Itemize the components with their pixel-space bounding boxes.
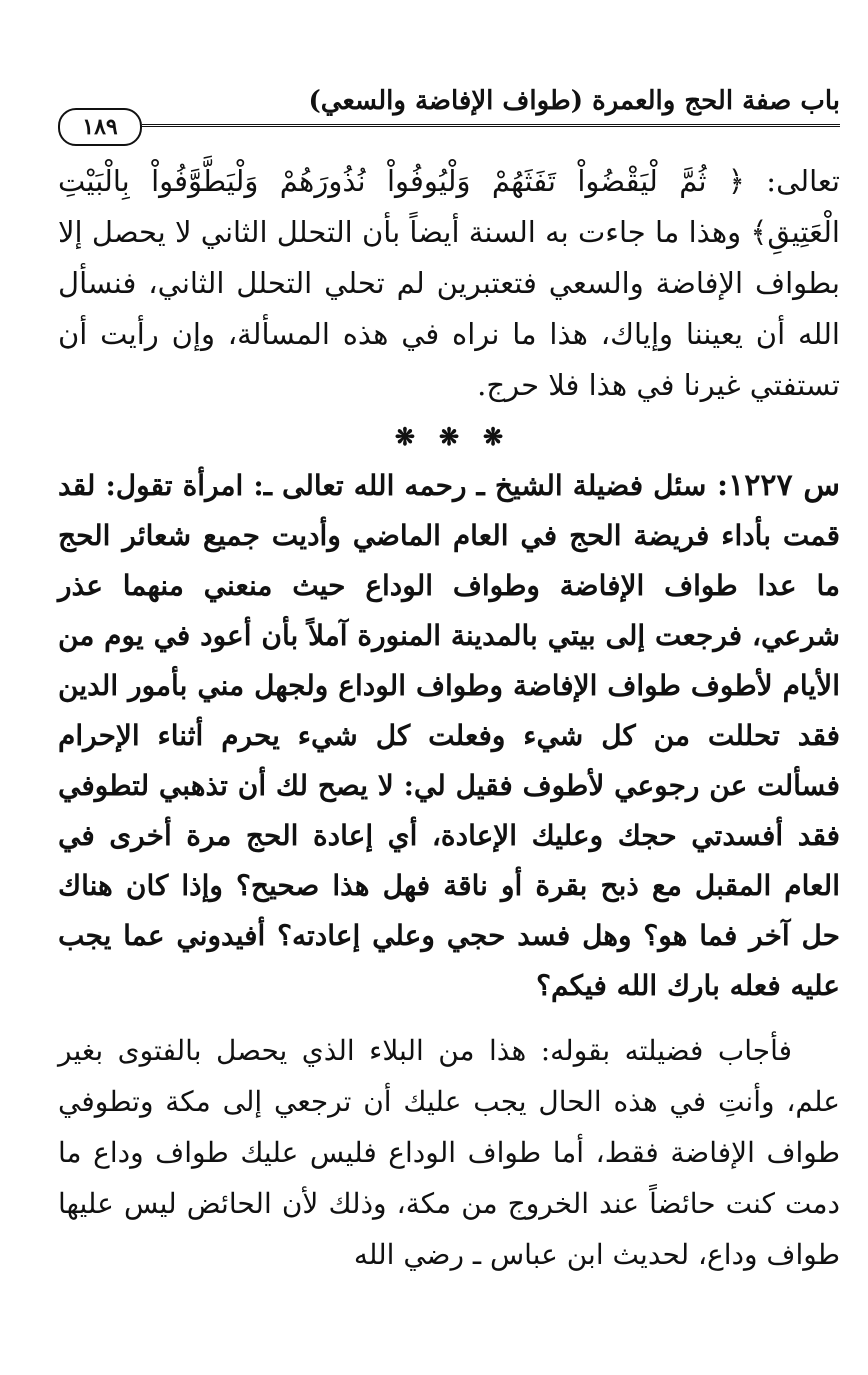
separator-star-icon: ❋ — [438, 422, 460, 451]
paragraph-lead: تعالى: — [744, 164, 840, 198]
paragraph-continuation — [58, 156, 840, 411]
answer-lead: فأجاب فضيلته بقوله: — [526, 1034, 792, 1067]
answer-text: هذا من البلاء الذي يحصل بالفتوى بغير علم، وأنتِ في هذه الحال يجب عليك أن ترجعي إلى مكة وتطوفي طواف الإفاضة فقط، أما طواف الوداع فليس عليك طواف وداع ما دمت كنت حائضاً عند الخروج من مكة، وذلك لأن الحائض ليس عليها طواف وداع، لحديث ابن عباس ـ رضي الله — [58, 1034, 840, 1271]
page-number: ١٨٩ — [58, 108, 142, 146]
question-paragraph — [58, 461, 840, 1011]
section-separator — [58, 417, 840, 457]
separator-star-icon: ❋ — [483, 422, 504, 451]
quran-verse: ﴿ ثُمَّ لْيَقْضُواْ تَفَثَهُمْ وَلْيُوفُواْ نُذُورَهُمْ وَلْيَطَّوَّفُواْ بِالْبَيْتِ الْعَتِيقِ﴾ — [58, 164, 840, 249]
separator-star-icon: ❋ — [394, 422, 415, 451]
answer-paragraph — [58, 1025, 840, 1280]
header-divider — [142, 124, 840, 127]
chapter-title: باب صفة الحج والعمرة (طواف الإفاضة والسعي) — [308, 86, 840, 116]
question-text: سئل فضيلة الشيخ ـ رحمه الله تعالى ـ: امرأة تقول: لقد قمت بأداء فريضة الحج في العام الماضي وأديت جميع شعائر الحج ما عدا طواف الإفاضة وطواف الوداع حيث منعني منهما عذر شرعي، فرجعت إلى بيتي بالمدينة المنورة آملاً بأن أعود في يوم من الأيام لأطوف طواف الإفاضة وطواف الوداع ولجهل مني بأمور الدين فقد تحللت من كل شيء وفعلت كل شيء يحرم أثناء الإحرام فسألت عن رجوعي لأطوف فقيل لي: لا يصح لك أن تذهبي لتطوفي فقد أفسدتي حجك وعليك الإعادة، أي إعادة الحج مرة أخرى في العام المقبل مع ذبح بقرة أو ناقة فهل هذا صحيح؟ وإذا كان هناك حل آخر فما هو؟ وهل فسد حجي وعلي إعادته؟ أفيدوني عما يجب عليه فعله بارك الله فيكم؟ — [58, 469, 840, 1002]
paragraph-body: وهذا ما جاءت به السنة أيضاً بأن التحلل الثاني لا يحصل إلا بطواف الإفاضة والسعي فتعتبرين لم تحلي التحلل الثاني، فنسأل الله أن يعيننا وإياك، هذا ما نراه في هذه المسألة، وإن رأيت أن تستفتي غيرنا في هذا فلا حرج. — [58, 215, 840, 402]
page-header — [58, 84, 840, 144]
book-page — [58, 84, 840, 1314]
question-label: س ١٢٢٧: — [706, 468, 840, 503]
